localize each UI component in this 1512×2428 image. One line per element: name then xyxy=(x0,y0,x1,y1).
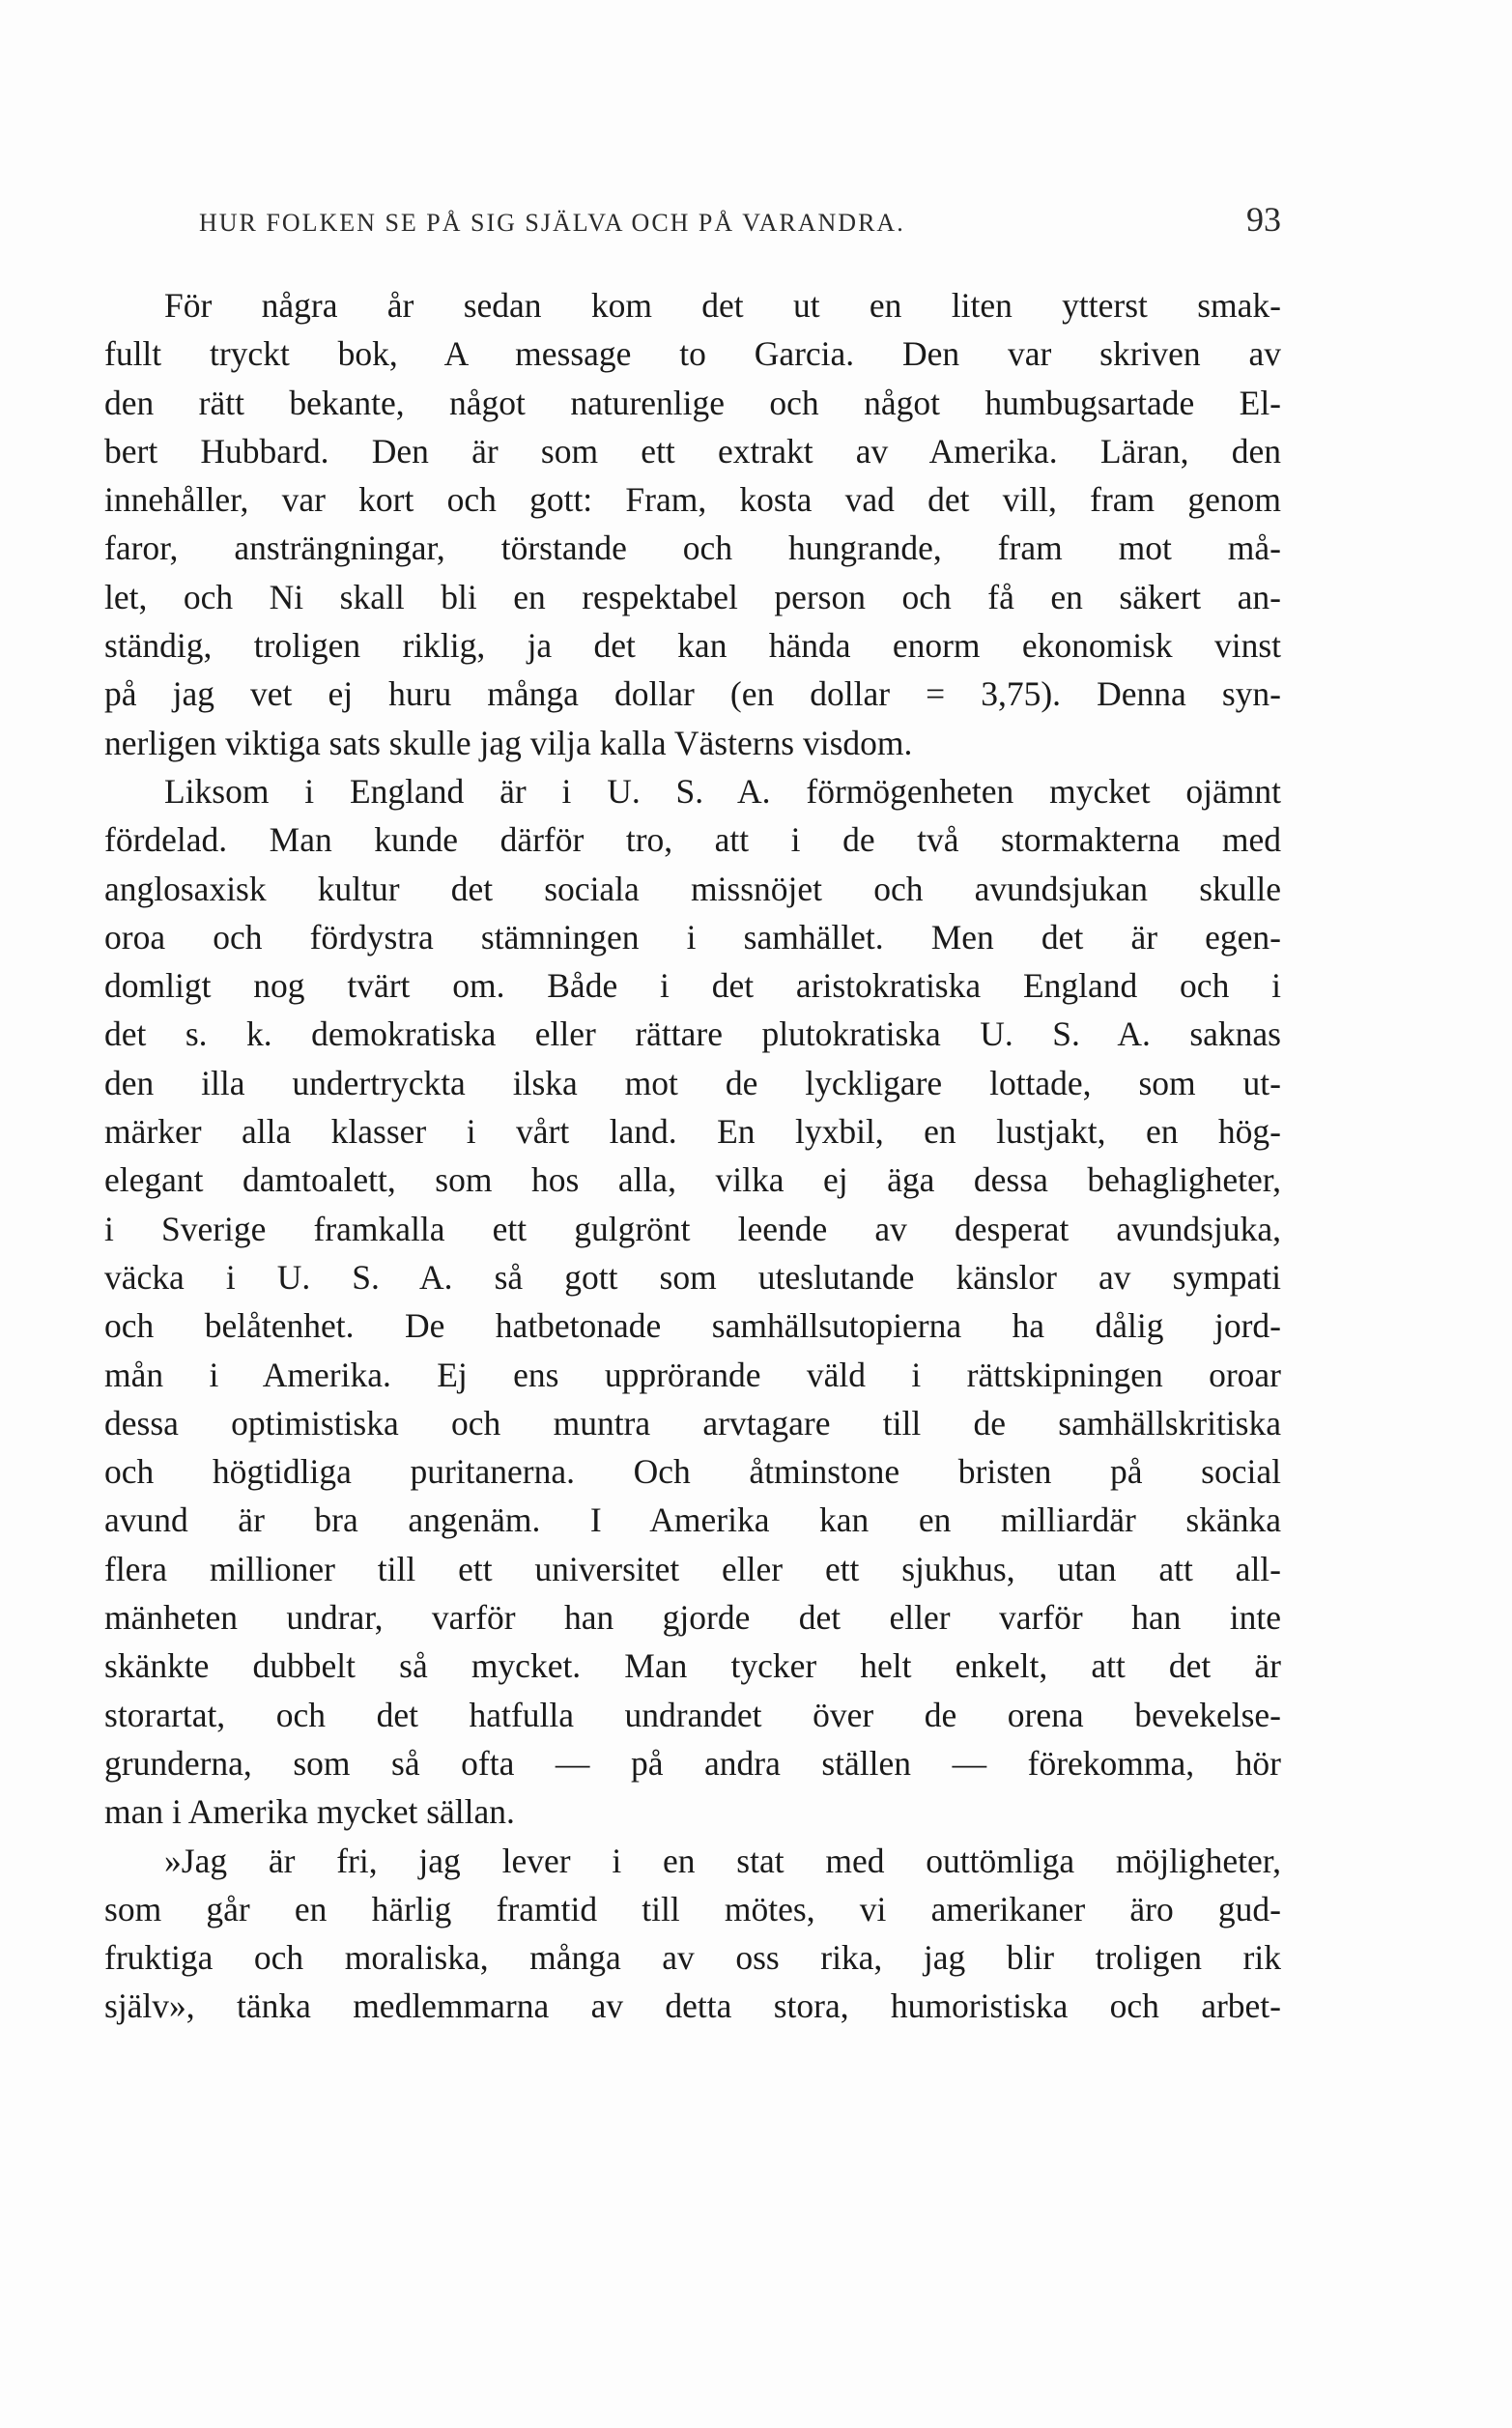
text-line: den rätt bekante, något naturenlige och något humbugsartade El- xyxy=(104,383,1281,422)
text-line: ständig, troligen riklig, ja det kan hända enorm ekonomisk vinst xyxy=(104,626,1281,666)
text-line: avund är bra angenäm. I Amerika kan en milliardär skänka xyxy=(104,1500,1281,1540)
text-line: Liksom i England är i U. S. A. förmögenheten mycket ojämnt xyxy=(164,771,1281,811)
text-line: mänheten undrar, varför han gjorde det eller varför han inte xyxy=(104,1598,1281,1638)
text-line: innehåller, var kort och gott: Fram, kosta vad det vill, fram genom xyxy=(104,480,1281,520)
text-line: »Jag är fri, jag lever i en stat med outtömliga möjligheter, xyxy=(164,1841,1281,1880)
text-line: dessa optimistiska och muntra arvtagare till de samhällskritiska xyxy=(104,1403,1281,1443)
page-header xyxy=(199,199,1281,257)
page-number: 93 xyxy=(1246,200,1281,239)
text-line: fullt tryckt bok, A message to Garcia. Den var skriven av xyxy=(104,334,1281,374)
text-line: flera millioner till ett universitet eller ett sjukhus, utan att all- xyxy=(104,1549,1281,1588)
text-line: nerligen viktiga sats skulle jag vilja kalla Västerns visdom. xyxy=(104,723,913,762)
text-line: fruktiga och moraliska, många av oss rika, jag blir troligen rik xyxy=(104,1938,1281,1978)
running-head: HUR FOLKEN SE PÅ SIG SJÄLVA OCH PÅ VARANDRA. xyxy=(199,209,905,237)
text-line: själv», tänka medlemmarna av detta stora, humoristiska och arbet- xyxy=(104,1986,1281,2026)
text-line: och högtidliga puritanerna. Och åtminstone bristen på social xyxy=(104,1452,1281,1492)
text-line: det s. k. demokratiska eller rättare plutokratiska U. S. A. saknas xyxy=(104,1014,1281,1054)
text-line: mån i Amerika. Ej ens upprörande väld i rättskipningen oroar xyxy=(104,1355,1281,1394)
text-line: faror, ansträngningar, törstande och hungrande, fram mot må- xyxy=(104,528,1281,568)
text-line: oroa och fördystra stämningen i samhället. Men det är egen- xyxy=(104,917,1281,957)
text-line: domligt nog tvärt om. Både i det aristokratiska England och i xyxy=(104,966,1281,1006)
text-line: i Sverige framkalla ett gulgrönt leende av desperat avundsjuka, xyxy=(104,1209,1281,1248)
text-line: som går en härlig framtid till mötes, vi amerikaner äro gud- xyxy=(104,1889,1281,1928)
text-line: grunderna, som så ofta — på andra ställen — förekomma, hör xyxy=(104,1743,1281,1783)
text-line: på jag vet ej huru många dollar (en dollar = 3,75). Denna syn- xyxy=(104,674,1281,714)
body-text xyxy=(104,281,1281,2031)
text-line: man i Amerika mycket sällan. xyxy=(104,1792,515,1832)
text-line: skänkte dubbelt så mycket. Man tycker helt enkelt, att det är xyxy=(104,1646,1281,1686)
text-line: storartat, och det hatfulla undrandet över de orena bevekelse- xyxy=(104,1695,1281,1734)
text-line: väcka i U. S. A. så gott som uteslutande känslor av sympati xyxy=(104,1257,1281,1297)
text-line: och belåtenhet. De hatbetonade samhällsutopierna ha dålig jord- xyxy=(104,1306,1281,1346)
text-line: fördelad. Man kunde därför tro, att i de två stormakterna med xyxy=(104,820,1281,860)
text-line: den illa undertryckta ilska mot de lyckligare lottade, som ut- xyxy=(104,1063,1281,1102)
text-line: För några år sedan kom det ut en liten ytterst smak- xyxy=(164,286,1281,325)
text-line: märker alla klasser i vårt land. En lyxbil, en lustjakt, en hög- xyxy=(104,1112,1281,1152)
text-line: elegant damtoalett, som hos alla, vilka ej äga dessa behagligheter, xyxy=(104,1160,1281,1200)
text-line: bert Hubbard. Den är som ett extrakt av Amerika. Läran, den xyxy=(104,431,1281,471)
text-line: anglosaxisk kultur det sociala missnöjet och avundsjukan skulle xyxy=(104,869,1281,908)
text-line: let, och Ni skall bli en respektabel person och få en säkert an- xyxy=(104,577,1281,616)
